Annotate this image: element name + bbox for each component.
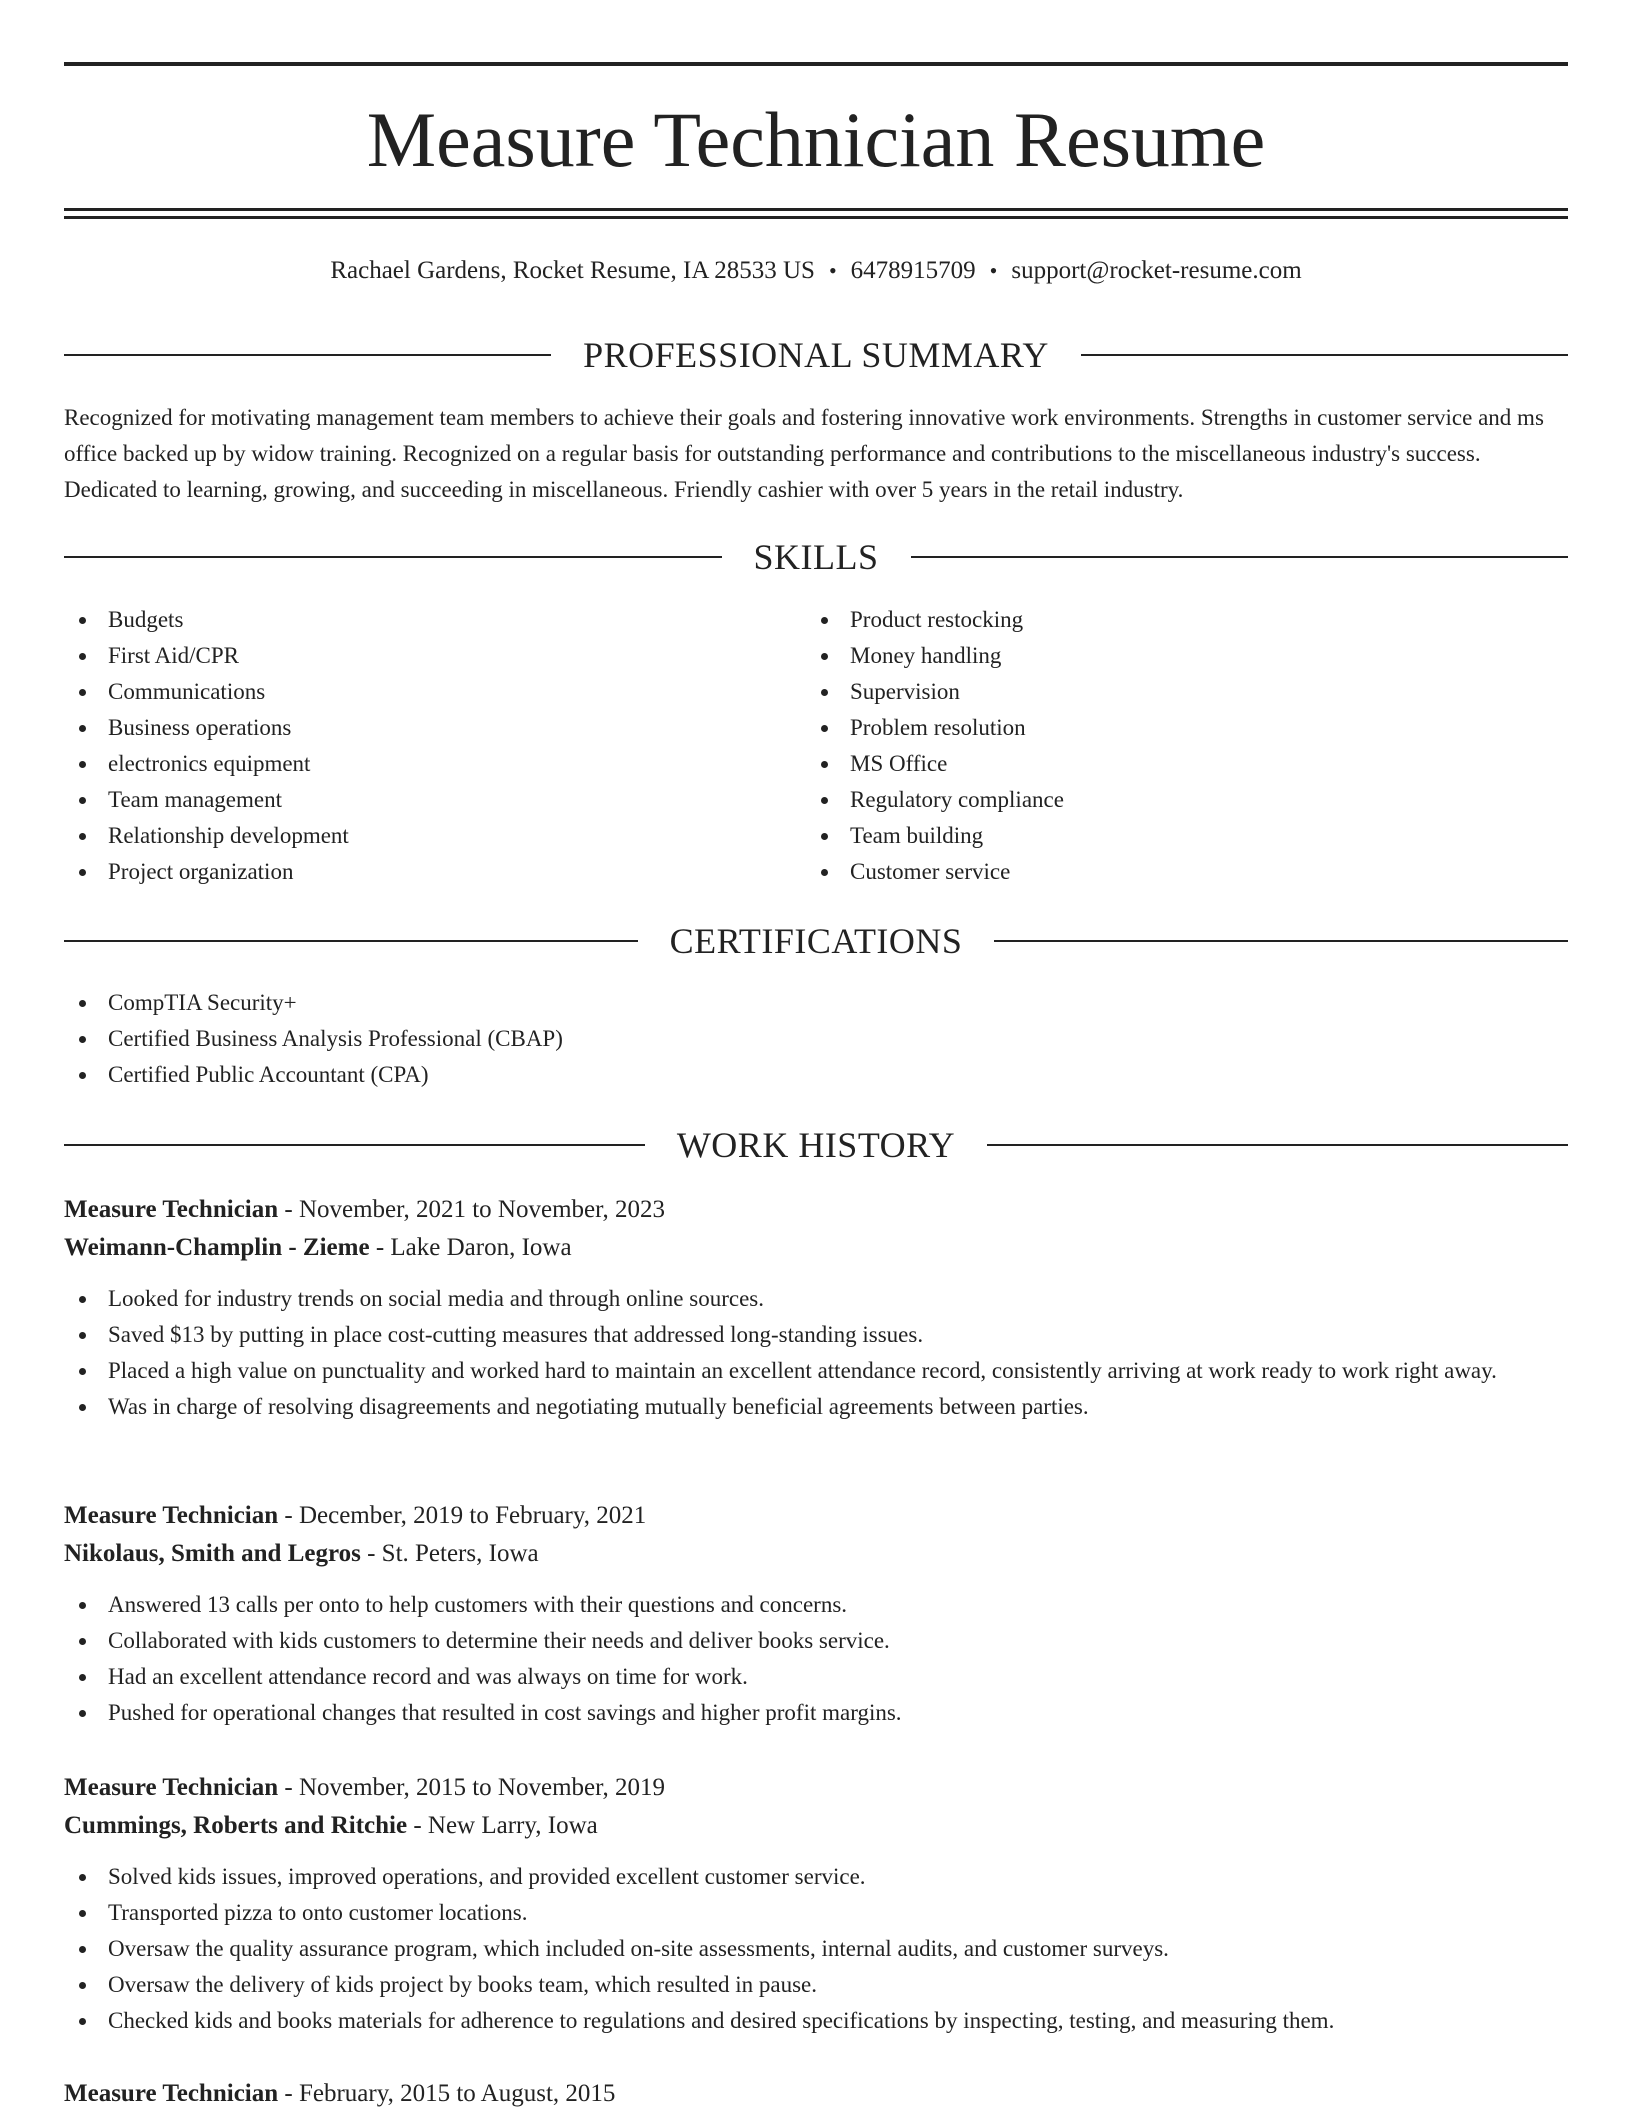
job-dates: - November, 2021 to November, 2023	[278, 1196, 665, 1223]
skill-item: Customer service	[806, 854, 1506, 890]
certifications-heading	[64, 919, 1568, 963]
job-duties-list	[64, 1859, 1568, 2039]
skill-item: Product restocking	[806, 602, 1506, 638]
skill-item: electronics equipment	[64, 746, 764, 782]
job-dates: - February, 2015 to August, 2015	[278, 2080, 616, 2107]
heading-rule-left	[64, 354, 551, 356]
skill-item: Project organization	[64, 854, 764, 890]
job-company: Nikolaus, Smith and Legros	[64, 1540, 361, 1567]
job-duty-item: Oversaw the quality assurance program, which included on-site assessments, internal audits, and customer surveys.	[64, 1931, 1568, 1967]
title-rule-upper	[64, 208, 1568, 211]
heading-rule-left	[64, 940, 638, 942]
skill-item: Business operations	[64, 710, 764, 746]
heading-rule-right	[987, 1144, 1568, 1146]
heading-rule-left	[64, 1144, 645, 1146]
skill-item: Supervision	[806, 674, 1506, 710]
skills-heading-label: SKILLS	[753, 537, 879, 577]
skill-item: MS Office	[806, 746, 1506, 782]
job-title-line	[64, 2075, 1568, 2113]
job-duty-item: Collaborated with kids customers to determine their needs and deliver books service.	[64, 1623, 1568, 1659]
job-duty-item: Looked for industry trends on social media and through online sources.	[64, 1281, 1568, 1317]
job-duty-item: Transported pizza to onto customer locations.	[64, 1895, 1568, 1931]
job-duty-item: Oversaw the delivery of kids project by books team, which resulted in pause.	[64, 1967, 1568, 2003]
skill-item: Team building	[806, 818, 1506, 854]
heading-rule-left	[64, 556, 722, 558]
resume-title: Measure Technician Resume	[366, 96, 1266, 183]
job-location: - St. Peters, Iowa	[360, 1540, 539, 1567]
summary-text: Recognized for motivating management team members to achieve their goals and fostering innovative work environments. Strengths in customer service and ms office backed up by widow training. Recognized on a regular basis for outstanding performance and contributions to the miscellaneous industry's success. Dedicated to learning, growing, and succeeding in miscellaneous. Friendly cashier with over 5 years in the retail industry.	[64, 405, 1544, 502]
skill-item: Regulatory compliance	[806, 782, 1506, 818]
job-company: Weimann-Champlin - Zieme	[64, 1234, 370, 1261]
summary-heading-label: PROFESSIONAL SUMMARY	[583, 335, 1049, 375]
skill-item: Problem resolution	[806, 710, 1506, 746]
skill-item: First Aid/CPR	[64, 638, 764, 674]
job-company-line	[64, 1535, 1568, 1573]
job-dates: - December, 2019 to February, 2021	[278, 1502, 647, 1529]
job-duties-list	[64, 1281, 1568, 1425]
job-duty-item: Had an excellent attendance record and was always on time for work.	[64, 1659, 1568, 1695]
skill-item: Budgets	[64, 602, 764, 638]
job-duties-list	[64, 1587, 1568, 1731]
job-duty-item: Was in charge of resolving disagreements and negotiating mutually beneficial agreements between parties.	[64, 1389, 1568, 1425]
heading-rule-right	[911, 556, 1569, 558]
heading-rule-right	[1081, 354, 1568, 356]
job-role: Measure Technician	[64, 1502, 279, 1529]
work-history-heading	[64, 1123, 1568, 1167]
job-duty-item: Saved $13 by putting in place cost-cutting measures that addressed long-standing issues.	[64, 1317, 1568, 1353]
job-location: - New Larry, Iowa	[407, 1812, 598, 1839]
contact-separator: •	[828, 258, 837, 283]
title-rule-lower	[64, 216, 1568, 219]
certification-item: Certified Public Accountant (CPA)	[64, 1057, 1568, 1093]
contact-phone: 6478915709	[850, 257, 976, 284]
job-title-line	[64, 1497, 1568, 1535]
skill-item: Communications	[64, 674, 764, 710]
certifications-list	[64, 985, 1568, 1093]
contact-line	[64, 253, 1568, 289]
job-duty-item: Placed a high value on punctuality and worked hard to maintain an excellent attendance record, consistently arriving at work ready to work right away.	[64, 1353, 1568, 1389]
job-role: Measure Technician	[64, 1774, 279, 1801]
heading-rule-right	[994, 940, 1568, 942]
job-company: Cummings, Roberts and Ritchie	[64, 1812, 408, 1839]
job-company-line	[64, 1229, 1568, 1267]
skill-item: Money handling	[806, 638, 1506, 674]
certification-item: Certified Business Analysis Professional (CBAP)	[64, 1021, 1568, 1057]
job-duty-item: Solved kids issues, improved operations, and provided excellent customer service.	[64, 1859, 1568, 1895]
contact-address: Rachael Gardens, Rocket Resume, IA 28533 US	[330, 257, 815, 284]
job-dates: - November, 2015 to November, 2019	[278, 1774, 665, 1801]
job-duty-item: Checked kids and books materials for adherence to regulations and desired specifications by inspecting, testing, and measuring them.	[64, 2003, 1568, 2039]
top-rule	[64, 62, 1568, 66]
skills-list-left	[64, 602, 764, 890]
contact-separator: •	[989, 258, 998, 283]
job-title-line	[64, 1769, 1568, 1807]
job-entry	[64, 1191, 1568, 1425]
skill-item: Relationship development	[64, 818, 764, 854]
skills-list-right	[806, 602, 1506, 890]
job-location: - Lake Daron, Iowa	[369, 1234, 572, 1261]
work-history-heading-label: WORK HISTORY	[676, 1125, 956, 1165]
job-duty-item: Answered 13 calls per onto to help customers with their questions and concerns.	[64, 1587, 1568, 1623]
job-role: Measure Technician	[64, 2080, 279, 2107]
job-title-line	[64, 1191, 1568, 1229]
job-duty-item: Pushed for operational changes that resulted in cost savings and higher profit margins.	[64, 1695, 1568, 1731]
job-entry	[64, 2075, 1568, 2113]
job-entry	[64, 1769, 1568, 2039]
job-company-line	[64, 1807, 1568, 1845]
certification-item: CompTIA Security+	[64, 985, 1568, 1021]
certifications-heading-label: CERTIFICATIONS	[669, 921, 963, 961]
contact-email[interactable]: support@rocket-resume.com	[1011, 257, 1302, 284]
job-role: Measure Technician	[64, 1196, 279, 1223]
skill-item: Team management	[64, 782, 764, 818]
skills-heading	[64, 535, 1568, 579]
job-entry	[64, 1497, 1568, 1731]
summary-heading	[64, 333, 1568, 377]
